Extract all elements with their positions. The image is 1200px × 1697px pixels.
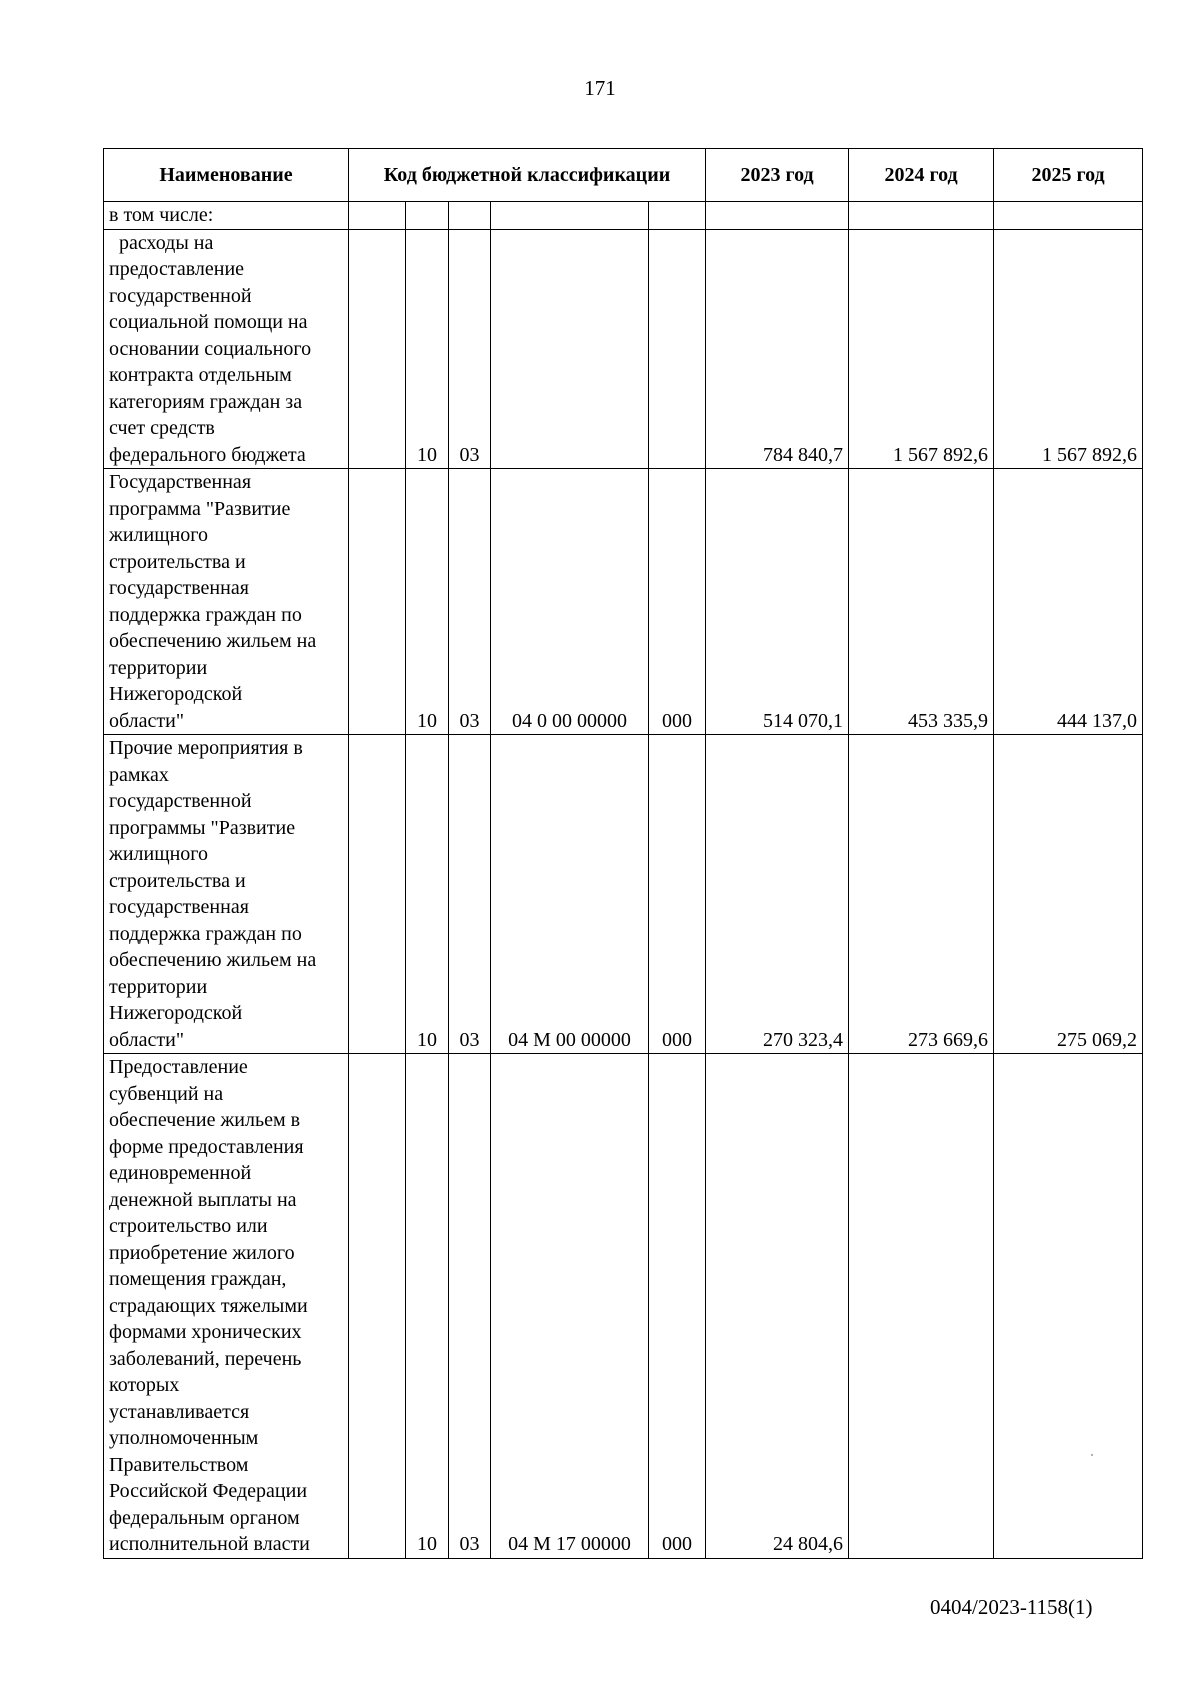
- row-name: [104, 229, 349, 469]
- row-name-line: предоставление: [109, 258, 245, 280]
- header-2023: 2023 год: [706, 149, 849, 202]
- code-col-1: [349, 202, 406, 230]
- header-name: Наименование: [104, 149, 349, 202]
- row-name-line: страдающих тяжелыми: [109, 1294, 308, 1317]
- row-name-line: Нижегородской: [109, 1002, 243, 1024]
- table-header-row: [104, 149, 1143, 202]
- code-subsection: 03: [449, 1054, 491, 1559]
- row-name-line: основании социального: [109, 337, 312, 360]
- document-id: 0404/2023-1158(1): [930, 1595, 1093, 1619]
- table-row: [104, 1054, 1143, 1559]
- row-name-line: жилищного: [109, 524, 209, 546]
- table-row: [104, 469, 1143, 735]
- row-name-line: Нижегородской: [109, 683, 243, 705]
- row-name-line: территории: [109, 656, 208, 679]
- row-name: [104, 202, 349, 230]
- value-2023: [706, 202, 849, 230]
- value-2025: [994, 202, 1143, 230]
- row-name-line: обеспечению жильем на: [109, 949, 317, 971]
- row-name-line: Предоставление: [109, 1056, 248, 1078]
- code-subsection: 03: [449, 229, 491, 469]
- code-col-1: [349, 735, 406, 1054]
- value-2023: 784 840,7: [706, 229, 849, 469]
- table-body: [104, 202, 1143, 1559]
- row-name-line: исполнительной власти: [109, 1533, 310, 1555]
- row-name-line: Правительством: [109, 1453, 249, 1476]
- row-name-line: рамках: [109, 763, 169, 786]
- code-expense-type: 000: [649, 735, 706, 1054]
- row-name-line: государственная: [109, 896, 249, 918]
- code-section: 10: [406, 735, 449, 1054]
- row-name: [104, 469, 349, 735]
- header-code: Код бюджетной классификации: [349, 149, 706, 202]
- code-subsection: 03: [449, 735, 491, 1054]
- row-name-line: денежной выплаты на: [109, 1188, 297, 1211]
- code-section: 10: [406, 229, 449, 469]
- value-2024: 453 335,9: [849, 469, 994, 735]
- budget-table: [103, 148, 1143, 1559]
- page-number: 171: [584, 76, 616, 100]
- row-name-line: устанавливается: [109, 1400, 250, 1423]
- row-name-line: уполномоченным: [109, 1427, 259, 1449]
- row-name-line: программы "Развитие: [109, 816, 296, 839]
- value-2023: 514 070,1: [706, 469, 849, 735]
- row-name-line: Российской Федерации: [109, 1480, 308, 1502]
- code-section: 10: [406, 1054, 449, 1559]
- row-name-line: контракта отдельным: [109, 364, 292, 386]
- table-row: [104, 229, 1143, 469]
- value-2025: 275 069,2: [994, 735, 1143, 1054]
- row-name-line: форме предоставления: [109, 1135, 304, 1158]
- code-section: 10: [406, 469, 449, 735]
- value-2025: 1 567 892,6: [994, 229, 1143, 469]
- row-name-line: заболеваний, перечень: [109, 1347, 302, 1370]
- row-name-line: жилищного: [109, 843, 209, 865]
- row-name-line: счет средств: [109, 417, 215, 439]
- code-col-1: [349, 229, 406, 469]
- code-expense-type: [649, 229, 706, 469]
- value-2024: [849, 1054, 994, 1559]
- row-name-line: строительства и: [109, 550, 246, 573]
- code-target-item: 04 М 17 00000: [491, 1054, 649, 1559]
- row-name-line: обеспечение жильем в: [109, 1109, 301, 1131]
- row-name-line: строительство или: [109, 1215, 268, 1237]
- row-name-line: федеральным органом: [109, 1506, 300, 1529]
- row-name-line: в том числе:: [109, 204, 214, 226]
- code-col-1: [349, 1054, 406, 1559]
- code-target-item: [491, 202, 649, 230]
- row-name-line: поддержка граждан по: [109, 603, 302, 626]
- row-name-line: формами хронических: [109, 1321, 302, 1343]
- value-2025: 444 137,0: [994, 469, 1143, 735]
- row-name-line: приобретение жилого: [109, 1241, 295, 1264]
- row-name-line: категориям граждан за: [109, 390, 303, 413]
- value-2023: 24 804,6: [706, 1054, 849, 1559]
- value-2025: [994, 1054, 1143, 1559]
- code-target-item: [491, 229, 649, 469]
- header-2024: 2024 год: [849, 149, 994, 202]
- value-2024: 1 567 892,6: [849, 229, 994, 469]
- row-name-line: Прочие мероприятия в: [109, 737, 303, 759]
- value-2024: 273 669,6: [849, 735, 994, 1054]
- code-col-1: [349, 469, 406, 735]
- row-name-line: области": [109, 1028, 185, 1051]
- code-section: [406, 202, 449, 230]
- row-name: [104, 1054, 349, 1559]
- row-name-line: федерального бюджета: [109, 443, 306, 466]
- row-name-line: области": [109, 709, 185, 732]
- row-name-line: субвенций на: [109, 1082, 224, 1105]
- row-name-line: строительства и: [109, 869, 246, 892]
- row-name-line: расходы на: [109, 231, 214, 254]
- row-name-line: обеспечению жильем на: [109, 630, 317, 652]
- table-row: [104, 202, 1143, 230]
- row-name-line: помещения граждан,: [109, 1268, 287, 1290]
- code-subsection: 03: [449, 469, 491, 735]
- row-name-line: социальной помощи на: [109, 311, 308, 333]
- header-2025: 2025 год: [994, 149, 1143, 202]
- row-name-line: государственной: [109, 790, 252, 812]
- code-expense-type: 000: [649, 469, 706, 735]
- row-name-line: государственная: [109, 577, 249, 599]
- row-name-line: программа "Развитие: [109, 497, 291, 520]
- value-2023: 270 323,4: [706, 735, 849, 1054]
- row-name-line: которых: [109, 1374, 180, 1396]
- row-name-line: государственной: [109, 284, 252, 307]
- row-name-line: Государственная: [109, 471, 252, 493]
- code-expense-type: [649, 202, 706, 230]
- row-name: [104, 735, 349, 1054]
- code-expense-type: 000: [649, 1054, 706, 1559]
- table-row: [104, 735, 1143, 1054]
- code-target-item: 04 М 00 00000: [491, 735, 649, 1054]
- row-name-line: территории: [109, 975, 208, 998]
- scan-speck: [1091, 1454, 1093, 1456]
- code-target-item: 04 0 00 00000: [491, 469, 649, 735]
- row-name-line: единовременной: [109, 1162, 252, 1184]
- code-subsection: [449, 202, 491, 230]
- row-name-line: поддержка граждан по: [109, 922, 302, 945]
- value-2024: [849, 202, 994, 230]
